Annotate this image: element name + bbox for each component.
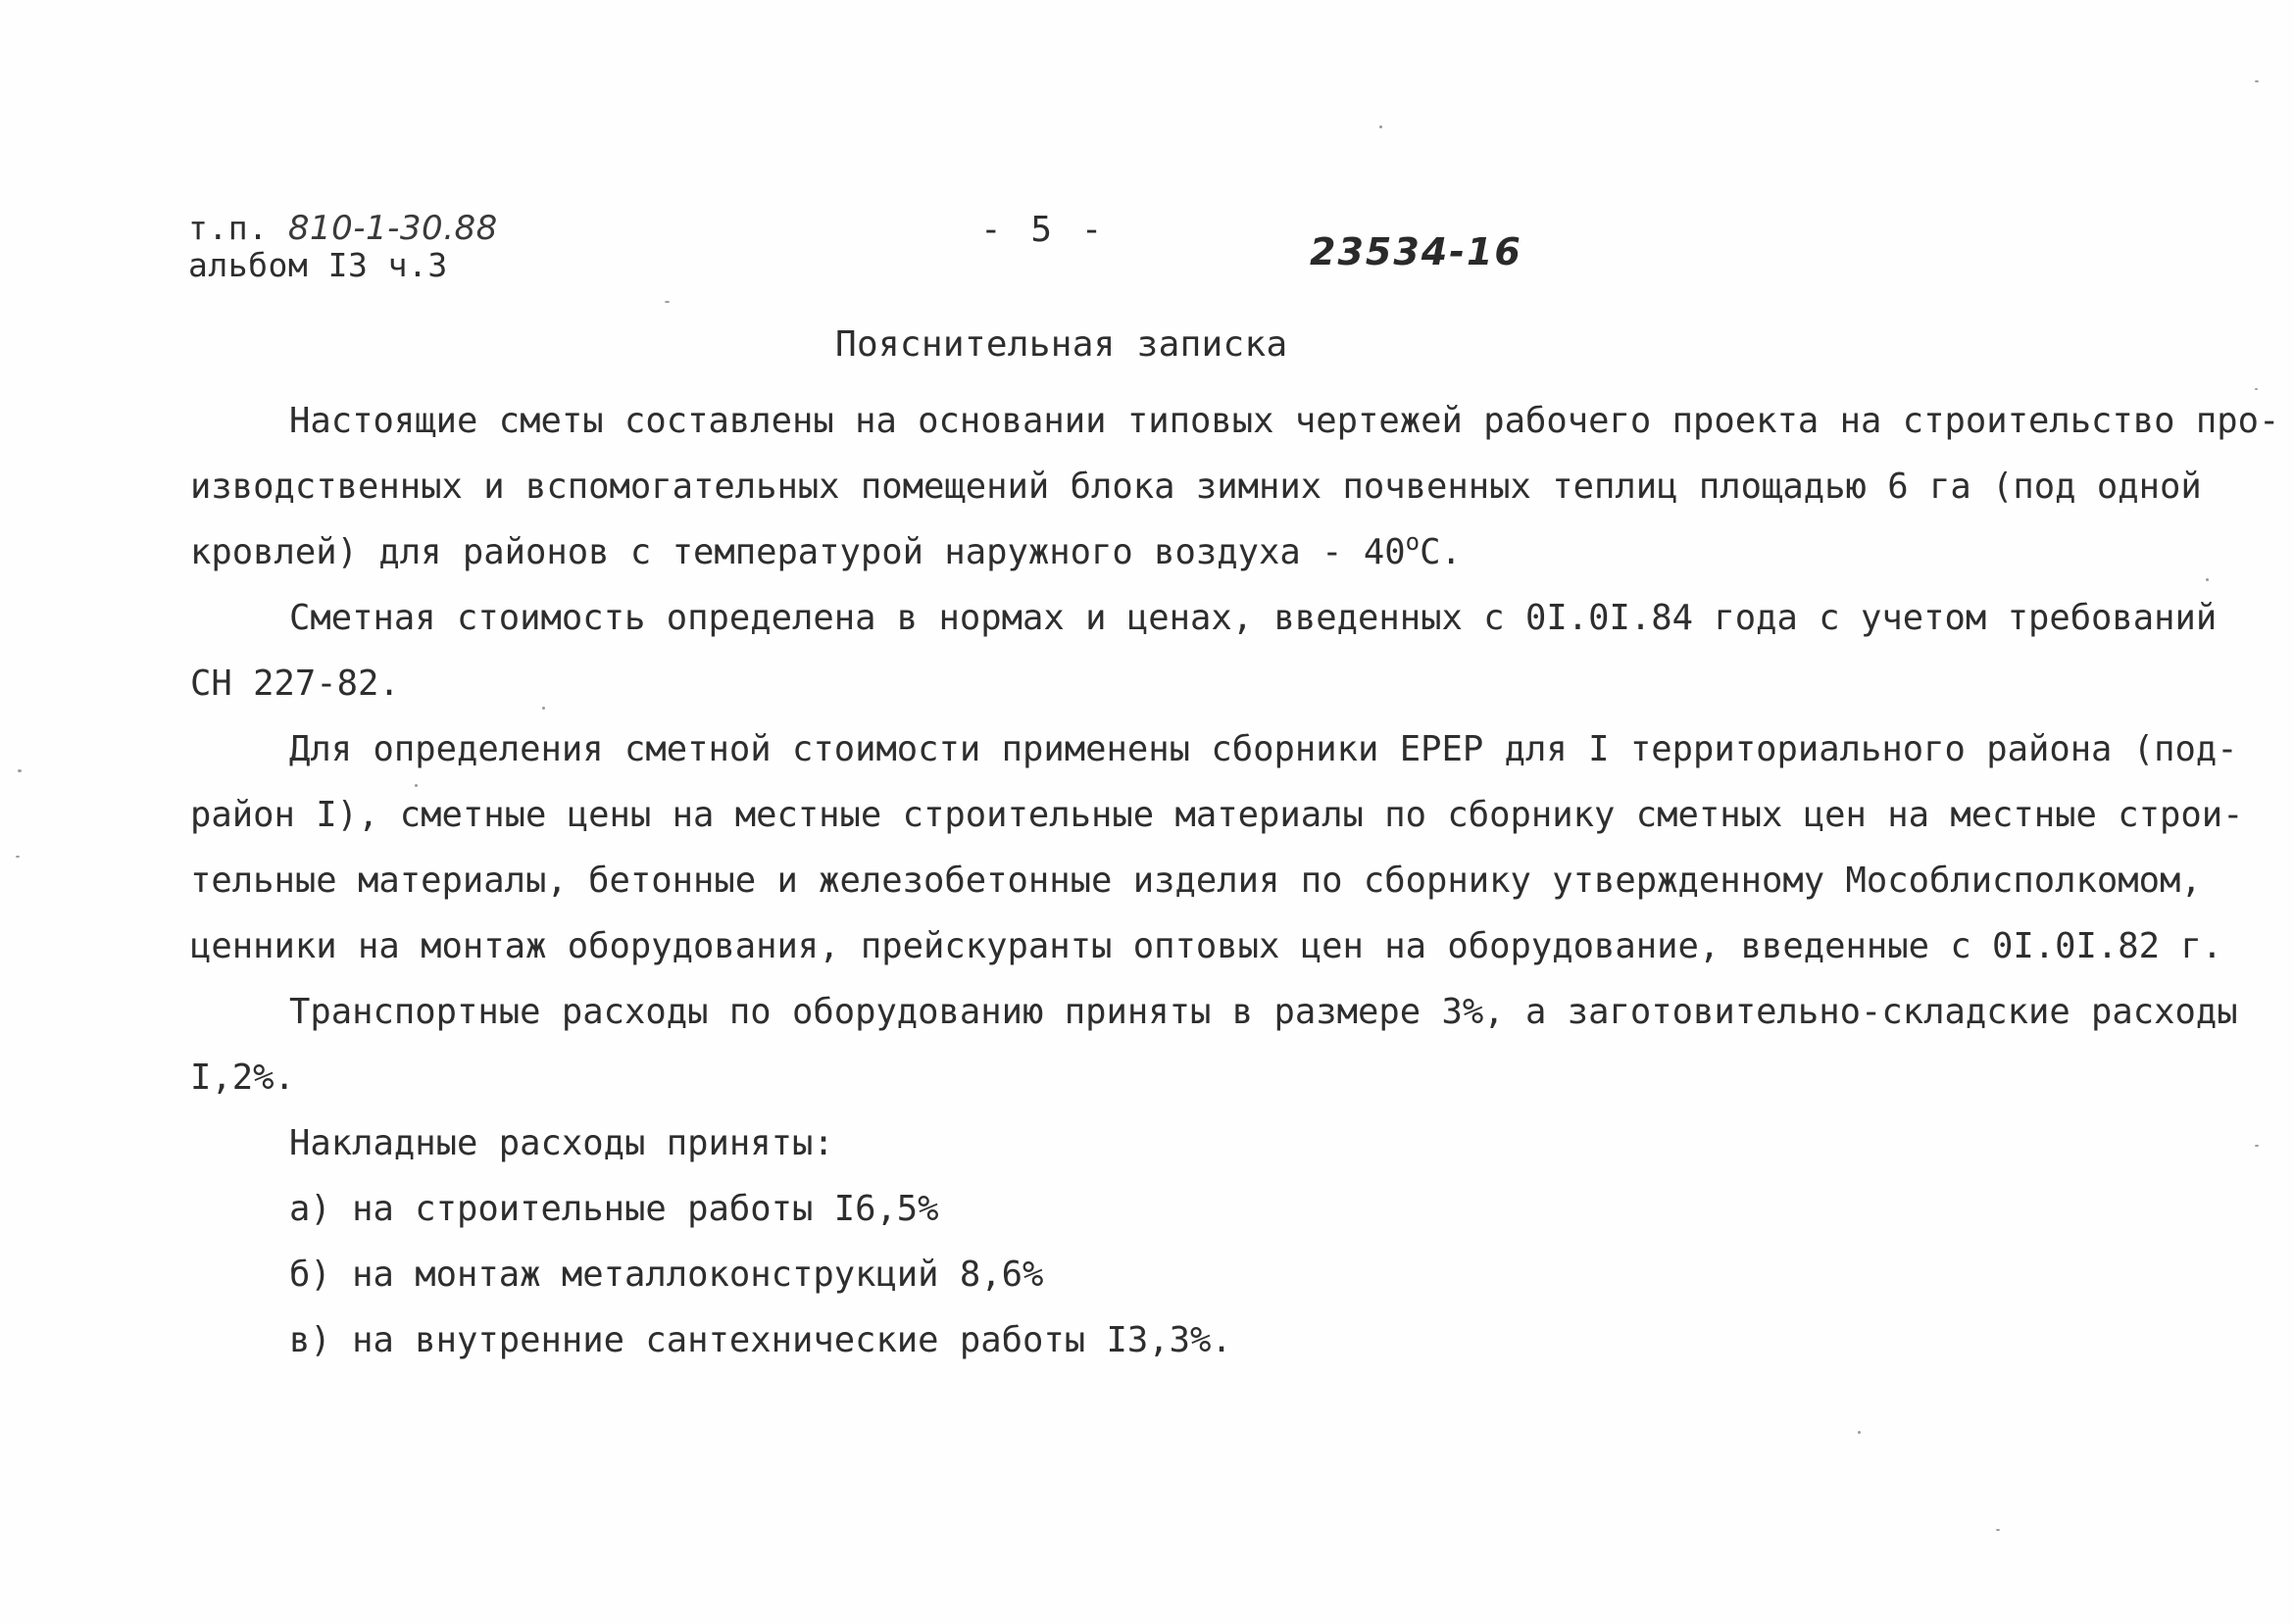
p1-line-1: Настоящие сметы составлены на основании типовых чертежей рабочего проекта на строительство про-: [289, 401, 2280, 441]
p3-line-4: ценники на монтаж оборудования, прейскуранты оптовых цен на оборудование, введенные с 0I.0I.82 г.: [190, 926, 2223, 966]
p2-line-2: СН 227-82.: [190, 664, 400, 704]
scan-speck: [542, 707, 545, 710]
tp-label: т.п.: [188, 209, 269, 247]
p1-line-3-text: кровлей) для районов с температурой наружного воздуха - 40: [190, 532, 1406, 572]
album-line: альбом I3 ч.3: [188, 246, 448, 284]
header-left: [188, 210, 498, 284]
scan-speck: [16, 856, 20, 858]
p2-line-1: Сметная стоимость определена в нормах и ценах, введенных с 0I.0I.84 года с учетом требований: [289, 598, 2218, 638]
page-title: Пояснительная записка: [835, 324, 1288, 365]
p3-line-2: район I), сметные цены на местные строительные материалы по сборнику сметных цен на местные строи-: [190, 795, 2244, 835]
scan-speck: [2255, 1145, 2259, 1147]
scan-speck: [2255, 80, 2259, 82]
registration-number: 23534-16: [1310, 230, 1522, 273]
p3-line-1: Для определения сметной стоимости применены сборники ЕРЕР для I территориального района (под-: [289, 729, 2238, 769]
scan-speck: [2255, 388, 2258, 390]
scan-speck: [2206, 578, 2209, 581]
p1-line-2: изводственных и вспомогательных помещений блока зимних почвенных теплиц площадью 6 га (под одной: [190, 467, 2202, 507]
page-number: - 5 -: [980, 210, 1107, 250]
overhead-item-a: а) на строительные работы I6,5%: [289, 1189, 939, 1229]
p1-line-3-end: С.: [1420, 532, 1462, 572]
scan-speck: [415, 784, 418, 787]
scan-speck: [18, 769, 22, 772]
p1-line-3: [190, 528, 1462, 572]
p4-line-1: Транспортные расходы по оборудованию приняты в размере 3%, а заготовительно-складские расходы: [289, 992, 2238, 1032]
tp-line: [188, 210, 498, 247]
scan-speck: [1858, 1431, 1861, 1434]
overhead-item-c: в) на внутренние сантехнические работы I3,3%.: [289, 1320, 1232, 1360]
overhead-heading: Накладные расходы приняты:: [289, 1123, 834, 1163]
p3-line-3: тельные материалы, бетонные и железобетонные изделия по сборнику утвержденному Мособлисполкомом,: [190, 861, 2202, 901]
scan-speck: [1379, 125, 1382, 128]
overhead-item-b: б) на монтаж металлоконструкций 8,6%: [289, 1255, 1044, 1295]
tp-number: 810-1-30.88: [287, 209, 498, 248]
degree-mark: o: [1405, 528, 1421, 556]
p4-line-2: I,2%.: [190, 1058, 295, 1098]
scan-speck: [1996, 1529, 2000, 1531]
scan-speck: [665, 301, 670, 303]
